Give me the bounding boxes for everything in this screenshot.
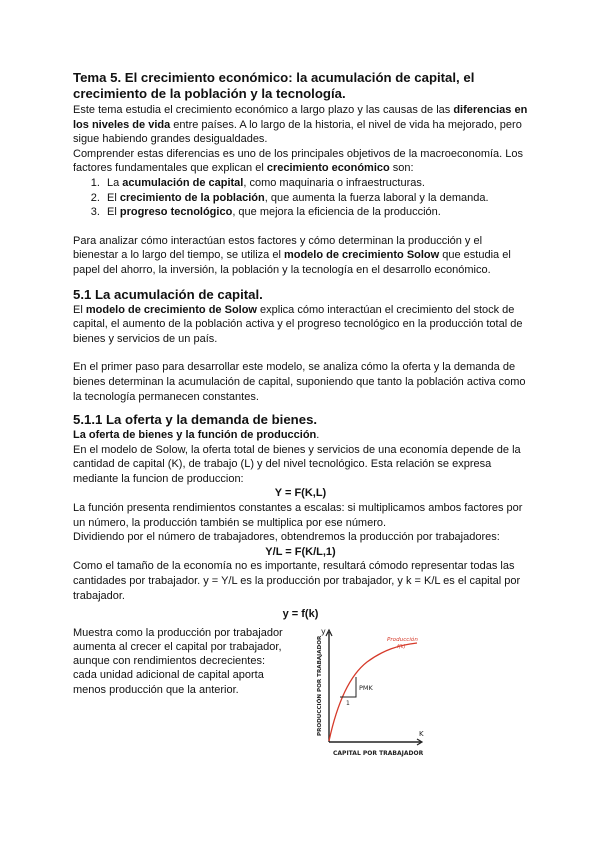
subheading-production-function <box>73 428 528 443</box>
pmk-label: PMK <box>359 683 373 692</box>
bold-term: progreso tecnológico <box>119 206 233 219</box>
bold-term: acumulación de capital <box>122 176 244 189</box>
y-axis-label: PRODUCCIÓN POR TRABAJADOR <box>317 635 323 736</box>
y-axis-letter: y <box>321 626 326 636</box>
figure-row <box>73 626 528 756</box>
document-title: Tema 5. El crecimiento económico: la acumulación de capital, el crecimiento de la población y la tecnología. <box>73 70 475 101</box>
text-run: explica cómo interactúan el crecimiento del stock de capital, el aumento de la población activa y el progreso tecnológico en la producción total de bienes y servicios de un país. <box>73 303 523 345</box>
text-run: El <box>107 206 120 219</box>
text-run: , que aumenta la fuerza laboral y la demanda. <box>264 191 489 204</box>
formula-per-worker: Y/L = F(K/L,1) <box>265 545 336 558</box>
step-label: 1 <box>346 699 350 707</box>
text-run: . <box>316 429 320 442</box>
document-body <box>73 70 528 756</box>
bold-term: modelo de crecimiento Solow <box>283 249 440 262</box>
section-heading-5-1-1: 5.1.1 La oferta y la demanda de bienes. <box>73 412 318 428</box>
formula-production-function: Y = F(K,L) <box>274 487 327 500</box>
bold-term: La oferta de bienes y la función de producción <box>73 429 317 442</box>
section-5-1-1-paragraph-4: Como el tamaño de la economía no es importante, resultará cómodo representar todas las cantidades por trabajador. y = Y/L es la producción por trabajador, y k = K/L es el capital por trabajador. <box>73 560 521 602</box>
list-item <box>103 205 528 220</box>
section-5-1-1-paragraph-3: Dividiendo por el número de trabajadores, obtendremos la producción por trabajadores: <box>73 531 500 544</box>
section-5-1-1-paragraph-2: La función presenta rendimientos constantes a escalas: si multiplicamos ambos factores por un número, la producción también se multiplica por ese número. <box>73 502 523 529</box>
spacer <box>73 404 528 412</box>
curve-function-label: f(k) <box>397 643 406 650</box>
intro-paragraph-2 <box>73 147 528 176</box>
text-run: La <box>107 176 123 189</box>
factors-list <box>73 176 528 220</box>
bold-term: diferencias en los niveles de vida <box>73 104 528 131</box>
intro-paragraph-1 <box>73 103 528 147</box>
production-function-sketch <box>301 624 431 759</box>
list-item <box>103 191 528 206</box>
intro-paragraph-3 <box>73 234 528 278</box>
text-run: , que mejora la eficiencia de la producción. <box>232 206 441 219</box>
text-run: Para analizar cómo interactúan estos factores y cómo determinan la producción y el bienestar a lo largo del tiempo, se utiliza el <box>73 234 483 262</box>
x-axis-letter: K <box>419 729 424 738</box>
text-run: Comprender estas diferencias es uno de los principales objetivos de la macroeconomía. Los factores fundamentales que explican el <box>73 147 524 175</box>
text-run: El <box>107 191 120 204</box>
section-5-1-paragraph-1 <box>73 303 528 347</box>
section-heading-5-1: 5.1 La acumulación de capital. <box>73 286 263 302</box>
spacer <box>73 346 528 360</box>
text-run: entre países. A lo largo de la historia, el nivel de vida ha mejorado, pero sigue habiendo grandes desigualdades. <box>73 118 522 146</box>
x-axis-label: CAPITAL POR TRABAJADOR <box>333 749 424 757</box>
section-5-1-paragraph-2: En el primer paso para desarrollar este modelo, se analiza cómo la oferta y la demanda de bienes determinan la acumulación de capital, suponiendo que tanto la población activa como la tecnología permanecen constantes. <box>73 361 526 403</box>
bold-term: modelo de crecimiento de Solow <box>85 303 257 316</box>
pmk-triangle <box>340 677 356 697</box>
text-run: son: <box>389 162 414 175</box>
text-run: que estudia el papel del ahorro, la inversión, la población y la tecnología en el desarrollo económico. <box>73 249 511 276</box>
formula-intensive: y = f(k) <box>282 608 319 621</box>
text-run: El <box>73 303 86 316</box>
list-item <box>103 176 528 191</box>
bold-term: crecimiento económico <box>266 162 390 175</box>
text-run: , como maquinaria o infraestructuras. <box>243 176 425 189</box>
production-curve <box>329 643 417 741</box>
figure-caption: Muestra como la producción por trabajador aumenta al crecer el capital por trabajador, aunque con rendimientos decrecientes: cada unidad adicional de capital aporta menos producción que la anterior. <box>73 626 283 696</box>
text-run: Este tema estudia el crecimiento económico a largo plazo y las causas de las <box>73 104 454 116</box>
spacer <box>73 220 528 234</box>
section-5-1-1-paragraph-1: En el modelo de Solow, la oferta total de bienes y servicios de una economía depende de la cantidad de capital (K), de trabajo (L) y del nivel tecnológico. Esta relación se expresa mediante la funcion de produccion: <box>73 443 521 485</box>
bold-term: crecimiento de la población <box>119 191 265 204</box>
curve-label: Producción <box>387 636 418 643</box>
spacer <box>73 278 528 286</box>
